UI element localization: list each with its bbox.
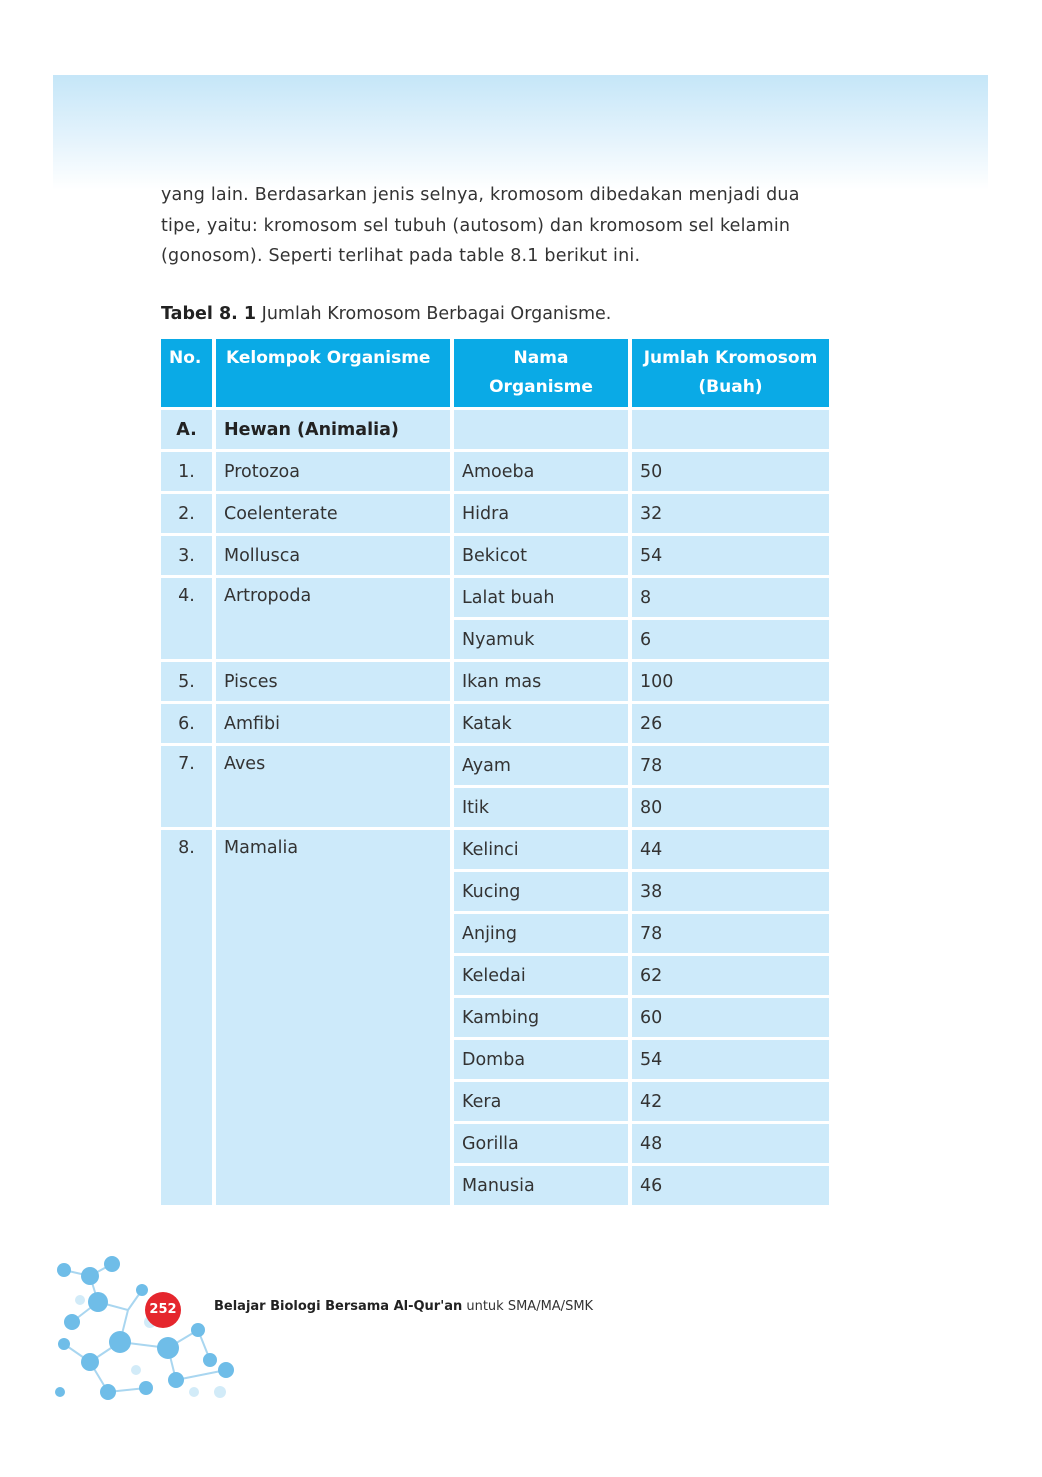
row-organism: Ikan mas	[454, 662, 632, 704]
row-count: 32	[632, 494, 829, 536]
row-organism: Lalat buah	[454, 578, 632, 620]
row-organism: Manusia	[454, 1166, 632, 1208]
header-no: No.	[161, 339, 216, 410]
caption-text: Jumlah Kromosom Berbagai Organisme.	[261, 304, 612, 324]
intro-line: tipe, yaitu: kromosom sel tubuh (autosom) dan kromosom sel kelamin	[161, 215, 791, 236]
table-cell-empty	[454, 410, 632, 452]
row-organism: Kera	[454, 1082, 632, 1124]
intro-line: (gonosom). Seperti terlihat pada table 8.1 berikut ini.	[161, 246, 641, 266]
row-count: 26	[632, 704, 829, 746]
table-row	[161, 830, 829, 872]
row-group: Pisces	[216, 662, 454, 704]
header-band	[53, 75, 988, 190]
intro-paragraph	[161, 180, 831, 272]
row-no: 5.	[161, 662, 216, 704]
row-organism: Kambing	[454, 998, 632, 1040]
row-organism: Katak	[454, 704, 632, 746]
row-organism: Kucing	[454, 872, 632, 914]
header-count: Jumlah Kromosom (Buah)	[632, 339, 829, 410]
row-count: 78	[632, 914, 829, 956]
row-organism: Amoeba	[454, 452, 632, 494]
row-count: 54	[632, 536, 829, 578]
row-count: 62	[632, 956, 829, 998]
row-count: 54	[632, 1040, 829, 1082]
row-group: Artropoda	[216, 578, 454, 662]
table-row	[161, 494, 829, 536]
book-title: Belajar Biologi Bersama Al-Qur'an	[214, 1299, 463, 1314]
row-organism: Hidra	[454, 494, 632, 536]
header-group: Kelompok Organisme	[216, 339, 454, 410]
row-group: Aves	[216, 746, 454, 830]
row-count: 6	[632, 620, 829, 662]
chromosome-table	[161, 339, 829, 1208]
row-organism: Itik	[454, 788, 632, 830]
row-group: Amfibi	[216, 704, 454, 746]
section-row	[161, 410, 829, 452]
row-no: 6.	[161, 704, 216, 746]
row-count: 100	[632, 662, 829, 704]
row-count: 60	[632, 998, 829, 1040]
row-no: 1.	[161, 452, 216, 494]
section-label: Hewan (Animalia)	[216, 410, 454, 452]
row-organism: Bekicot	[454, 536, 632, 578]
row-no: 3.	[161, 536, 216, 578]
row-group: Mamalia	[216, 830, 454, 1208]
row-count: 44	[632, 830, 829, 872]
row-count: 80	[632, 788, 829, 830]
molecule-decoration-icon	[50, 1252, 245, 1407]
table-row	[161, 536, 829, 578]
row-count: 38	[632, 872, 829, 914]
row-organism: Anjing	[454, 914, 632, 956]
row-no: 4.	[161, 578, 216, 662]
table-row	[161, 746, 829, 788]
footer-book-title	[214, 1299, 593, 1314]
header-name: Nama Organisme	[454, 339, 632, 410]
row-organism: Ayam	[454, 746, 632, 788]
row-group: Protozoa	[216, 452, 454, 494]
section-no: A.	[161, 410, 216, 452]
book-suffix: untuk SMA/MA/SMK	[466, 1299, 594, 1314]
table-caption	[161, 304, 611, 324]
row-group: Mollusca	[216, 536, 454, 578]
row-count: 78	[632, 746, 829, 788]
table-row	[161, 452, 829, 494]
table-row	[161, 662, 829, 704]
intro-line: yang lain. Berdasarkan jenis selnya, kromosom dibedakan menjadi dua	[161, 185, 800, 205]
row-organism: Nyamuk	[454, 620, 632, 662]
row-count: 48	[632, 1124, 829, 1166]
row-count: 46	[632, 1166, 829, 1208]
row-no: 2.	[161, 494, 216, 536]
table-row	[161, 578, 829, 620]
row-organism: Keledai	[454, 956, 632, 998]
row-count: 50	[632, 452, 829, 494]
row-organism: Kelinci	[454, 830, 632, 872]
row-organism: Gorilla	[454, 1124, 632, 1166]
page-number-badge: 252	[145, 1292, 181, 1328]
row-count: 42	[632, 1082, 829, 1124]
row-organism: Domba	[454, 1040, 632, 1082]
caption-label: Tabel 8. 1	[161, 304, 257, 324]
table-cell-empty	[632, 410, 829, 452]
row-no: 7.	[161, 746, 216, 830]
row-group: Coelenterate	[216, 494, 454, 536]
row-no: 8.	[161, 830, 216, 1208]
table-header-row	[161, 339, 829, 410]
row-count: 8	[632, 578, 829, 620]
table-row	[161, 704, 829, 746]
